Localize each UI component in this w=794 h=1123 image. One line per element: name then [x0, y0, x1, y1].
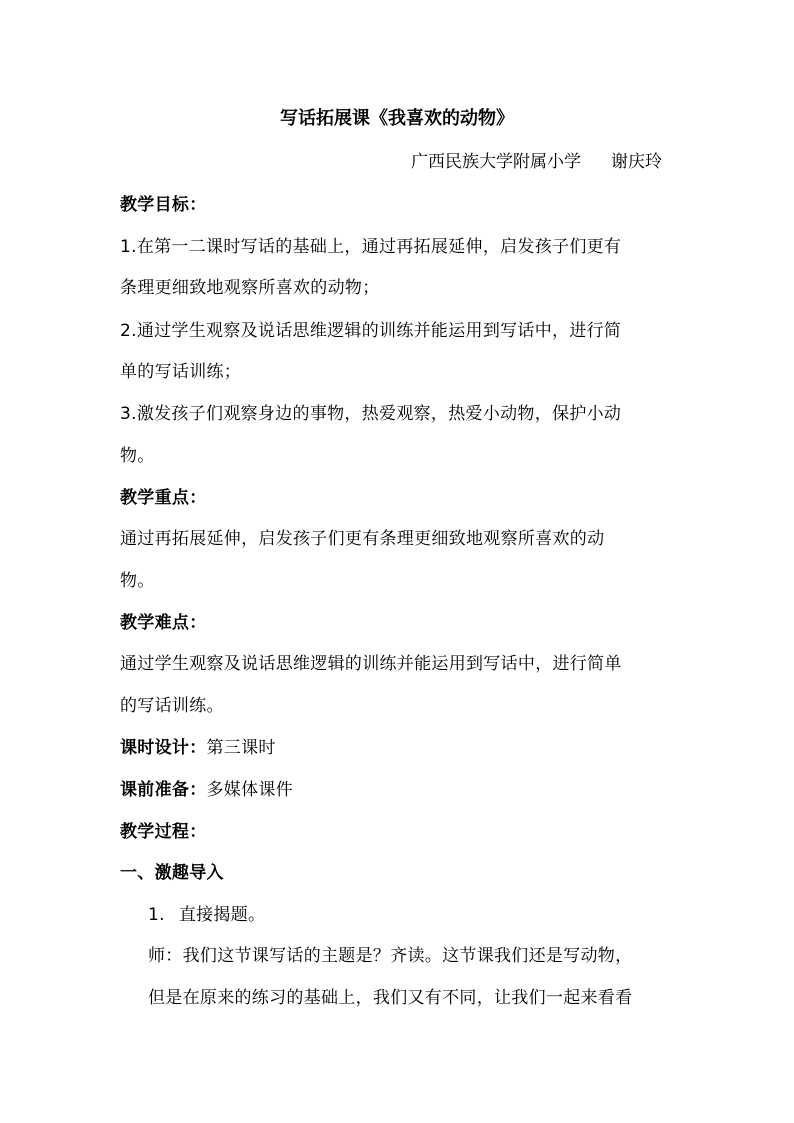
preparation-line	[120, 775, 293, 800]
difficulties-line: 的写话训练。	[120, 696, 224, 716]
objectives-heading: 教学目标：	[120, 195, 207, 215]
objective-line: 3.激发孩子们观察身边的事物，热爱观察，热爱小动物，保护小动	[120, 404, 622, 424]
teacher-line: 但是在原来的练习的基础上，我们又有不同，让我们一起来看看	[148, 988, 633, 1008]
lesson-design-label: 课时设计：	[120, 738, 207, 758]
objective-line: 1.在第一二课时写话的基础上，通过再拓展延伸，启发孩子们更有	[120, 237, 622, 257]
objective-line: 物。	[120, 446, 155, 466]
lesson-design-line	[120, 733, 276, 758]
author-name: 谢庆玲	[611, 152, 662, 172]
difficulties-heading: 教学难点：	[120, 613, 207, 633]
list-item-text: 直接揭题。	[178, 905, 266, 925]
key-points-heading: 教学重点：	[120, 488, 207, 508]
list-item-number: 1.	[148, 905, 165, 925]
objective-line: 2.通过学生观察及说话思维逻辑的训练并能运用到写话中，进行简	[120, 321, 622, 341]
preparation-label: 课前准备：	[120, 780, 207, 800]
document-title: 写话拓展课《我喜欢的动物》	[280, 108, 514, 129]
process-heading: 教学过程：	[120, 822, 207, 842]
key-points-line: 物。	[120, 571, 155, 591]
author-line	[411, 147, 662, 172]
objective-line: 条理更细致地观察所喜欢的动物；	[120, 278, 380, 298]
objective-line: 单的写话训练；	[120, 362, 242, 382]
list-item	[148, 900, 265, 925]
author-school: 广西民族大学附属小学	[411, 152, 581, 172]
teacher-line: 师：我们这节课写话的主题是？齐读。这节课我们还是写动物，	[148, 946, 633, 966]
section-heading: 一、激趣导入	[120, 863, 224, 883]
preparation-value: 多媒体课件	[206, 780, 293, 800]
lesson-design-value: 第三课时	[206, 738, 276, 758]
key-points-line: 通过再拓展延伸，启发孩子们更有条理更细致地观察所喜欢的动	[120, 529, 605, 549]
difficulties-line: 通过学生观察及说话思维逻辑的训练并能运用到写话中，进行简单	[120, 654, 622, 674]
